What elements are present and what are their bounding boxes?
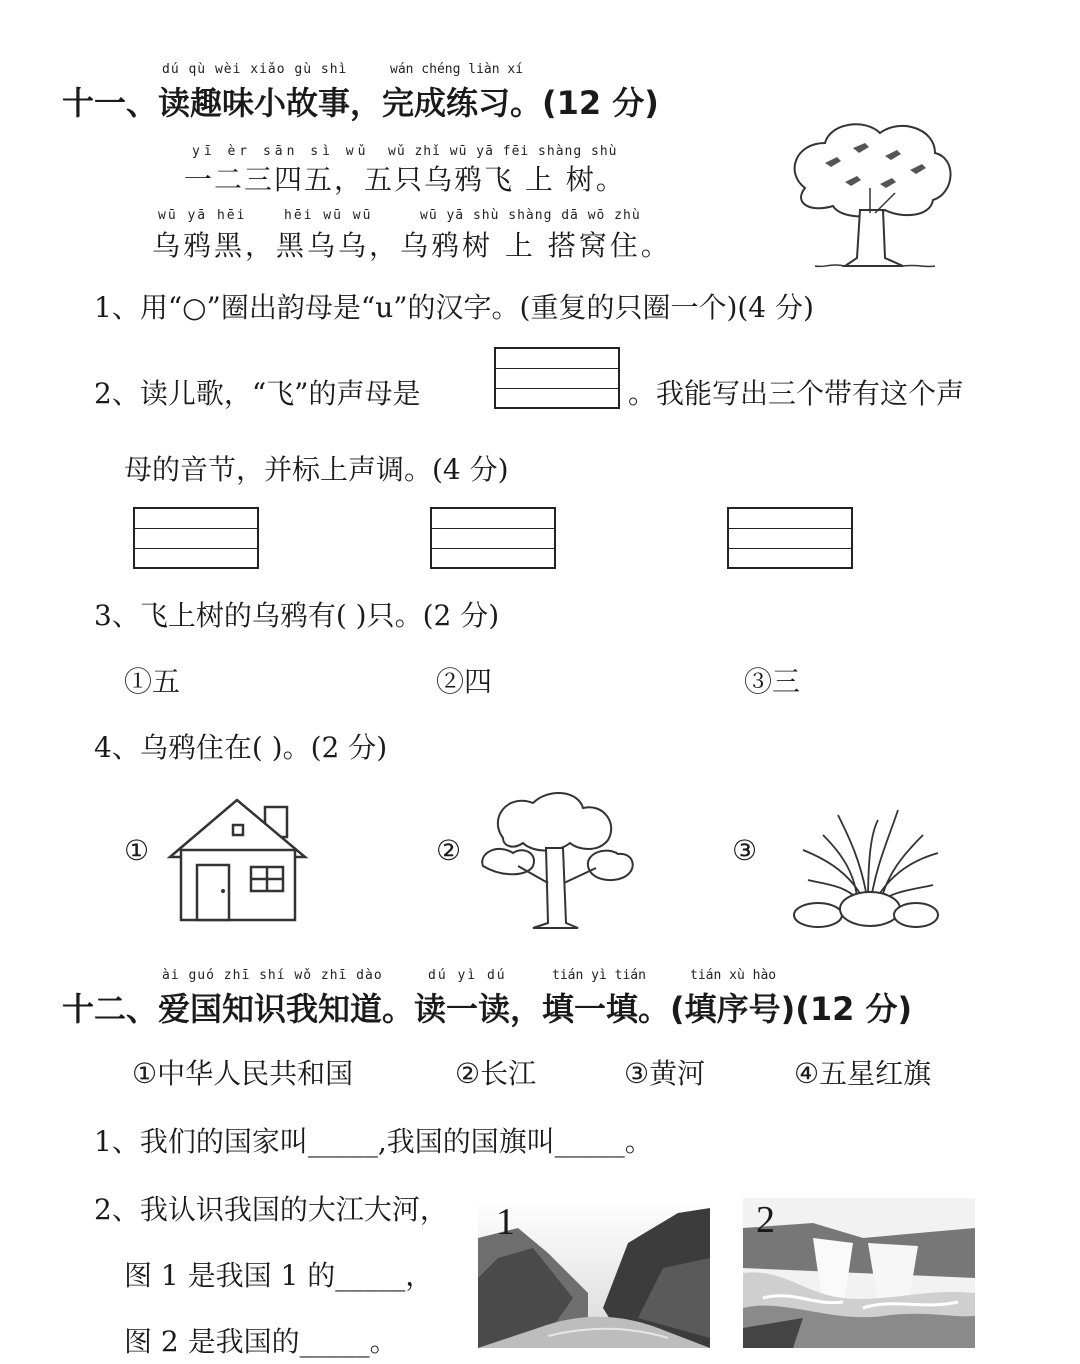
answer-option-1: ①中华人民共和国 — [132, 1057, 354, 1090]
q4-option-1-label[interactable]: ① — [124, 834, 150, 867]
question-11-1: 1、用“○”圈出韵母是“u”的汉字。(重复的只圈一个)(4 分) — [94, 291, 814, 324]
q3-option-3[interactable]: ③三 — [744, 665, 801, 698]
photo-1-label: 1 — [496, 1201, 515, 1243]
q3-option-2[interactable]: ②四 — [436, 665, 493, 698]
question-12-2-part-c: 图 2 是我国的_____。 — [124, 1325, 398, 1358]
poem-line-1: 一二三四五，五只乌鸦飞 上 树。 — [184, 163, 626, 196]
poem-line2-pinyin-c: wū yā shù shàng dā wō zhù — [420, 208, 641, 223]
question-11-2-part-c: 母的音节，并标上声调。(4 分) — [124, 453, 509, 486]
initial-writing-box[interactable] — [494, 347, 620, 409]
question-11-4: 4、乌鸦住在( )。(2 分) — [94, 731, 388, 764]
answer-option-4: ④五星红旗 — [794, 1057, 932, 1090]
question-12-1: 1、我们的国家叫_____,我国的国旗叫_____。 — [94, 1125, 653, 1158]
q4-option-2-label[interactable]: ② — [436, 834, 462, 867]
question-12-2-part-a: 2、我认识我国的大江大河， — [94, 1193, 448, 1226]
poem-line1-pinyin-b: wǔ zhǐ wū yā fēi shàng shù — [388, 144, 618, 159]
poem-line-2: 乌鸦黑，黑乌乌，乌鸦树 上 搭窝住。 — [152, 229, 672, 262]
question-11-3: 3、飞上树的乌鸦有( )只。(2 分) — [94, 599, 500, 632]
grass-bush-icon — [788, 805, 948, 930]
syllable-writing-box-3[interactable] — [727, 507, 853, 569]
poem-line2-pinyin-a: wū yā hēi — [158, 208, 247, 223]
q3-option-1[interactable]: ①五 — [124, 665, 181, 698]
pinyin-12-4: tián xù hào — [690, 968, 777, 983]
pinyin-title-2: wán chéng liàn xí — [390, 62, 524, 77]
poem-line2-pinyin-b: hēi wū wū — [284, 208, 373, 223]
pinyin-12-1: ài guó zhī shí wǒ zhī dào — [162, 968, 383, 983]
pinyin-12-3: tián yì tián — [552, 968, 646, 983]
question-11-2-part-a: 2、读儿歌，“飞”的声母是 — [94, 377, 421, 410]
section-12-title: 十二、爱国知识我知道。读一读，填一填。(填序号)(12 分) — [62, 990, 913, 1028]
q4-option-3-label[interactable]: ③ — [732, 834, 758, 867]
poem-line1-pinyin-a: yī èr sān sì wǔ — [192, 144, 370, 159]
tree-icon — [478, 788, 638, 933]
pinyin-12-2: dú yì dú — [428, 968, 507, 983]
syllable-writing-box-1[interactable] — [133, 507, 259, 569]
question-11-2-part-b: 。我能写出三个带有这个声 — [628, 377, 965, 410]
tree-with-crows-illustration — [785, 118, 960, 273]
syllable-writing-box-2[interactable] — [430, 507, 556, 569]
question-12-2-part-b: 图 1 是我国 1 的_____， — [124, 1259, 434, 1292]
house-icon — [165, 795, 310, 925]
photo-2-label: 2 — [756, 1199, 775, 1241]
section-11-title: 十一、读趣味小故事，完成练习。(12 分) — [62, 84, 659, 122]
yellow-river-waterfall-photo — [743, 1198, 975, 1348]
answer-option-2: ②长江 — [455, 1057, 537, 1090]
answer-option-3: ③黄河 — [624, 1057, 706, 1090]
pinyin-title-1: dú qù wèi xiǎo gù shì — [162, 62, 348, 77]
